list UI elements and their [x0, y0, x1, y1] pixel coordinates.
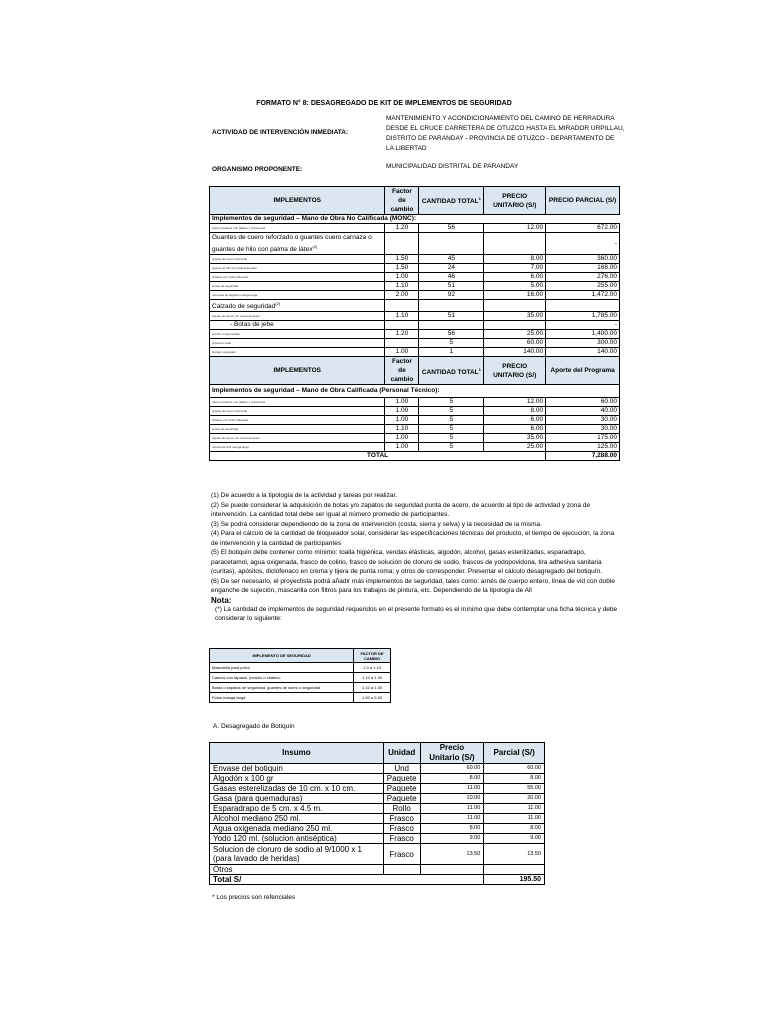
factor-cell: 1.10 a 1.30	[354, 673, 391, 683]
empty-cell	[484, 321, 546, 330]
cantidad-cell: 5	[419, 416, 484, 425]
table-row	[210, 663, 391, 673]
footnote-mark: 1	[478, 366, 481, 372]
total-row	[210, 875, 545, 885]
parcial-cell: 13.50	[484, 844, 545, 865]
precio-unitario-cell: 6.00	[484, 425, 546, 434]
col-precio-unitario: PRECIO UNITARIO (S/)	[484, 357, 546, 385]
organismo-label: ORGANISMO PROPONENTE:	[212, 166, 303, 173]
table-row	[210, 273, 620, 282]
table-row	[210, 434, 620, 443]
implemento-cell: botiquín equipado	[210, 348, 385, 357]
factor-cell: 1.50	[385, 264, 419, 273]
precio-unitario-cell: 9.00	[420, 834, 484, 844]
empty-cell	[420, 875, 484, 885]
precio-unitario-cell: 8.00	[420, 824, 484, 834]
precio-parcial-cell: 60.00	[546, 398, 620, 407]
precio-unitario-cell: 11.00	[420, 814, 484, 824]
col-precio-parcial: PRECIO PARCIAL (S/)	[546, 187, 620, 215]
col-cantidad	[419, 187, 484, 215]
section-personal-tecnico: Implementos de seguridad – Mano de Obra Calificada (Personal Técnico):	[210, 385, 620, 398]
precio-unitario-cell: 8.00	[484, 255, 546, 264]
table-row	[210, 814, 545, 824]
precio-parcial-cell: 300.00	[546, 339, 620, 348]
col-factor: Factor de cambio	[385, 357, 419, 385]
unidad-cell: Paquete	[383, 774, 420, 784]
table-row	[210, 683, 391, 693]
table-row	[210, 233, 620, 255]
precio-parcial-cell: 140.00	[546, 348, 620, 357]
unidad-cell: Paquete	[383, 794, 420, 804]
table-row	[210, 330, 620, 339]
precio-unitario-cell: 5.00	[484, 282, 546, 291]
factor-cell: 1.20	[385, 224, 419, 233]
col-insumo: Insumo	[210, 743, 384, 764]
col-factor: FACTOR DE CAMBIO	[354, 649, 391, 663]
insumo-cell: Esparadrapo de 5 cm. x 4.5 m.	[210, 804, 384, 814]
cantidad-cell: 5	[419, 339, 484, 348]
precio-parcial-cell: 125.00	[546, 443, 620, 452]
factor-cell: 1.00	[385, 348, 419, 357]
precio-unitario-cell: 140.00	[484, 348, 546, 357]
table-row	[210, 339, 620, 348]
precio-parcial-cell: 1,472.00	[546, 291, 620, 300]
table-header-row	[210, 743, 545, 764]
col-cantidad-label: CANTIDAD TOTAL	[421, 198, 479, 206]
table-row	[210, 784, 545, 794]
table-row	[210, 844, 545, 865]
table-row	[210, 416, 620, 425]
parcial-cell: 8.00	[484, 824, 545, 834]
empty-cell	[419, 321, 484, 330]
cantidad-cell: 56	[419, 330, 484, 339]
table-row	[210, 425, 620, 434]
implemento-cell: zapato de cuero con punta de acero	[210, 312, 385, 321]
implemento-cell: zapato de cuero con punta de acero	[210, 434, 385, 443]
precio-unitario-cell: 25.00	[484, 443, 546, 452]
insumo-cell: Yodo 120 ml. (solucion antiséptica)	[210, 834, 384, 844]
implemento-cell: chaleco con cinta reflectiva	[210, 273, 385, 282]
precio-unitario-cell: 8.00	[484, 407, 546, 416]
table-row	[210, 834, 545, 844]
cantidad-cell: 5	[419, 398, 484, 407]
empty-cell	[385, 300, 419, 312]
table-row	[210, 764, 545, 774]
calzado-text: Calzado de seguridad	[212, 303, 276, 311]
insumo-cell	[210, 844, 384, 865]
implemento-cell: camisa de drill manga larga	[210, 443, 385, 452]
factor-cell: 1.50 a 2.00	[354, 693, 391, 703]
guantes-line: Guantes de cuero reforzado o guantes cuero carnaza o	[212, 234, 372, 241]
footnote-mark: (2)	[312, 244, 318, 249]
implemento-cell: guante de cuero reforzado	[210, 407, 385, 416]
precio-unitario-cell: 12.00	[484, 224, 546, 233]
insumo-cell: Envase del botiquin	[210, 764, 384, 774]
implemento-cell: guante de hilo con palma de látex	[210, 264, 385, 273]
botas-label: - Botas de jebe	[210, 321, 385, 330]
factor-cell: 1.00	[385, 416, 419, 425]
table-row	[210, 321, 620, 330]
parcial-cell: 11.00	[484, 814, 545, 824]
col-parcial: Parcial (S/)	[484, 743, 545, 764]
insumo-line: Solucion de cloruro de sodio al 9/1000 x 1	[213, 845, 362, 854]
section-row	[210, 215, 620, 224]
cantidad-cell: 51	[419, 312, 484, 321]
table-row	[210, 255, 620, 264]
section-monc: Implementos de seguridad – Mano de Obra No Calificada (MONC):	[210, 215, 620, 224]
implemento-cell: Botas o zapatos de seguridad, guantes de cuero o seguridad	[210, 683, 354, 693]
cantidad-cell: 5	[419, 407, 484, 416]
precio-parcial-cell: 276.00	[546, 273, 620, 282]
factor-cell: 2.00	[385, 291, 419, 300]
factor-cell: 1.00	[385, 407, 419, 416]
organismo-value: MUNICIPALIDAD DISTRITAL DE PARANDAY	[386, 163, 519, 170]
col-precio-unitario: Precio Unitario (S/)	[420, 743, 484, 764]
implemento-cell: Cascos con tapasol, poncho o chaleco	[210, 673, 354, 683]
insumo-cell: Gasas esterelizadas de 10 cm. x 10 cm.	[210, 784, 384, 794]
precio-unitario-cell: 6.00	[484, 273, 546, 282]
guantes-dash: -	[546, 233, 620, 255]
precio-unitario-cell: 10.00	[420, 794, 484, 804]
actividad-line: DISTRITO DE PARANDAY - PROVINCIA DE OTUZCO - DEPARTAMENTO DE	[386, 135, 615, 142]
botas-dash: -	[546, 321, 620, 330]
precio-unitario-cell: 6.00	[484, 416, 546, 425]
table-row	[210, 224, 620, 233]
cantidad-cell: 92	[419, 291, 484, 300]
parcial-cell: 20.00	[484, 794, 545, 804]
table-row	[210, 673, 391, 683]
col-implemento: IMPLEMENTO DE SEGURIDAD	[210, 649, 354, 663]
precio-parcial-cell: 40.00	[546, 407, 620, 416]
table-row	[210, 443, 620, 452]
col-implementos: IMPLEMENTOS	[210, 187, 385, 215]
precio-unitario-cell: 60.00	[420, 764, 484, 774]
table-row	[210, 348, 620, 357]
implemento-cell: protector solar	[210, 339, 385, 348]
unidad-cell: Und	[383, 764, 420, 774]
precio-unitario-cell: 35.00	[484, 434, 546, 443]
precio-parcial-cell: 30.00	[546, 416, 620, 425]
implemento-cell: chaleco con cinta reflectiva	[210, 416, 385, 425]
precio-parcial-cell: 672.00	[546, 224, 620, 233]
cantidad-cell: 5	[419, 425, 484, 434]
implemento-cell: camiseta de algodón manga larga	[210, 291, 385, 300]
botiquin-title: A. Desagregado de Botiquín	[213, 723, 295, 730]
table-row	[210, 693, 391, 703]
cantidad-cell: 51	[419, 282, 484, 291]
precio-parcial-cell: 255.00	[546, 282, 620, 291]
factor-cambio-table	[209, 648, 391, 703]
precio-parcial-cell: 360.00	[546, 255, 620, 264]
empty-cell	[484, 233, 546, 255]
footnotes	[211, 491, 623, 624]
factor-cell: 1.00	[385, 443, 419, 452]
actividad-value	[386, 114, 626, 154]
precio-unitario-cell: 35.00	[484, 312, 546, 321]
cantidad-cell: 56	[419, 224, 484, 233]
precio-unitario-cell: 16.00	[484, 291, 546, 300]
actividad-line: DESDE EL CRUCE CARRETERA DE OTUZCO HASTA EL MIRADOR URPILLAU,	[386, 125, 625, 132]
precio-unitario-cell: 25.00	[484, 330, 546, 339]
cantidad-cell: 5	[419, 443, 484, 452]
empty-cell	[385, 321, 419, 330]
insumo-cell: Agua oxigenada mediano 250 ml.	[210, 824, 384, 834]
factor-cell	[385, 339, 419, 348]
factor-cell: 1.10	[385, 282, 419, 291]
col-cantidad	[419, 357, 484, 385]
table-row	[210, 312, 620, 321]
table-row	[210, 300, 620, 312]
empty-cell	[484, 300, 546, 312]
col-implementos: IMPLEMENTOS	[210, 357, 385, 385]
precio-unitario-cell: 8.00	[420, 774, 484, 784]
table-row	[210, 774, 545, 784]
total-label: TOTAL	[210, 452, 546, 461]
factor-cell: 1.10	[385, 425, 419, 434]
total-value: 7,288.00	[546, 452, 620, 461]
botiquin-table	[209, 742, 545, 885]
col-cantidad-label: CANTIDAD TOTAL	[421, 368, 479, 376]
total-value: 195.50	[484, 875, 545, 885]
factor-cell: 1.0 a 1.10	[354, 663, 391, 673]
table-header-row	[210, 187, 620, 215]
insumo-cell: Gasa (para quemaduras)	[210, 794, 384, 804]
implemento-cell: Polos manga larga	[210, 693, 354, 703]
col-unidad: Unidad	[383, 743, 420, 764]
empty-cell	[484, 865, 545, 875]
implemento-cell: Mascarilla para polvo	[210, 663, 354, 673]
factor-cell: 1.50	[385, 255, 419, 264]
guantes-line: guantes de hilo con palma de látex	[212, 246, 313, 254]
calzado-label	[210, 300, 385, 312]
implemento-cell: casco protector con tafilete y cubrenuca	[210, 398, 385, 407]
unidad-cell: Frasco	[383, 824, 420, 834]
precio-unitario-cell: 12.00	[484, 398, 546, 407]
total-row	[210, 452, 620, 461]
parcial-cell: 8.00	[484, 774, 545, 784]
otros-cell: Otros	[210, 865, 384, 875]
unidad-cell: Frasco	[383, 814, 420, 824]
table-header-row	[210, 649, 391, 663]
parcial-cell: 55.00	[484, 784, 545, 794]
empty-cell	[383, 875, 420, 885]
note-3: (3) Se podrá considerar dependiendo de la zona de intervención (costa, sierra y selva) y la necesidad de la misma.	[211, 520, 542, 528]
empty-cell	[383, 865, 420, 875]
precio-unitario-cell: 11.00	[420, 784, 484, 794]
factor-cell: 1.00	[385, 398, 419, 407]
implemento-cell: lentes de seguridad	[210, 282, 385, 291]
precio-parcial-cell: 1,400.00	[546, 330, 620, 339]
factor-cell: 1.10	[385, 312, 419, 321]
precio-parcial-cell: 1,785.00	[546, 312, 620, 321]
table-row	[210, 794, 545, 804]
actividad-label: ACTIVIDAD DE INTERVENCIÓN INMEDIATA:	[212, 129, 349, 136]
unidad-cell: Paquete	[383, 784, 420, 794]
parcial-cell: 11.00	[484, 804, 545, 814]
table-row	[210, 264, 620, 273]
unidad-cell: Frasco	[383, 834, 420, 844]
note-4: (4) Para el cálculo de la cantidad de bloqueador solar, considerar las especificaciones técnicas del producto, el tiempo de ejecución, la zona de intervención y la cantidad de participantes	[211, 530, 615, 547]
footnote-precios: * Los precios son refenciales	[212, 894, 296, 901]
note-5: (5) El botiquín debe contener como mínimo: toalla higiénica, vendas elásticas, algodón, alcohol, gasas esterilizadas, esparadrapo, paracetamol, agua oxigenada, frasco de colirio, frasco de solución de cloruro de sodio, frascos de yodopovidona, tira adhesiva sanitaria (curitas), apósitos, diclofenaco en crema y tijera de punta roma; y otros de corresponder. Presentar el cálculo desagregado del botiquín.	[211, 549, 602, 575]
cantidad-cell: 46	[419, 273, 484, 282]
insumo-cell: Algodón x 100 gr	[210, 774, 384, 784]
guantes-label	[210, 233, 385, 255]
insumo-cell: Alcohol mediano 250 ml.	[210, 814, 384, 824]
empty-cell	[419, 300, 484, 312]
note-2: (2) Se puede considerar la adquisición de botas y/o zapatos de seguridad punta de acero, de acuerdo al tipo de actividad y zona de intervención. La cantidad total debe ser igual al número promedio de participantes.	[211, 501, 591, 518]
factor-cell: 1.10 a 1.50	[354, 683, 391, 693]
implemento-cell: poncho impermeable	[210, 330, 385, 339]
nota-text: (*) La cantidad de implementos de seguridad requeridos en el presente formato es el mínimo que debe contemplar una ficha técnica y debe considerar lo siguiente:	[215, 605, 618, 622]
col-precio-unitario: PRECIO UNITARIO (S/)	[484, 187, 546, 215]
empty-cell	[419, 233, 484, 255]
actividad-line: MANTENIMIENTO Y ACONDICIONAMIENTO DEL CAMINO DE HERRADURA	[386, 115, 615, 122]
parcial-cell: 60.00	[484, 764, 545, 774]
section-row	[210, 385, 620, 398]
col-aporte: Aporte del Programa	[546, 357, 620, 385]
table-row	[210, 407, 620, 416]
cantidad-cell: 24	[419, 264, 484, 273]
table-row	[210, 804, 545, 814]
note-6: (6) De ser necesario, el proyectista podrá añadir más implementos de seguridad, tales como: arnés de cuerpo entero, línea de vid con doble enganche de sujeción, mascarilla con filtros para los trabajos de pintura, etc. Dependiendo de la tipología de All	[211, 577, 615, 594]
document-title: FORMATO N° 8: DESAGREGADO DE KIT DE IMPLEMENTOS DE SEGURIDAD	[256, 100, 512, 107]
cantidad-cell: 5	[419, 434, 484, 443]
implemento-cell: guante de cuero reforzado	[210, 255, 385, 264]
table-row	[210, 282, 620, 291]
table-row	[210, 398, 620, 407]
actividad-line: LA LIBERTAD	[386, 145, 427, 152]
insumo-line: (para lavado de heridas)	[213, 854, 300, 863]
precio-unitario-cell: 7.00	[484, 264, 546, 273]
note-1: (1) De acuerdo a la tipología de la actividad y tareas por realizar.	[211, 492, 398, 499]
unidad-cell: Rollo	[383, 804, 420, 814]
implementos-table	[209, 186, 620, 461]
empty-cell	[420, 865, 484, 875]
factor-cell: 1.00	[385, 434, 419, 443]
cantidad-cell: 1	[419, 348, 484, 357]
parcial-cell: 9.00	[484, 834, 545, 844]
nota-label: Nota:	[211, 595, 232, 605]
precio-parcial-cell: 175.00	[546, 434, 620, 443]
precio-unitario-cell: 11.00	[420, 804, 484, 814]
precio-parcial-cell: 30.00	[546, 425, 620, 434]
cantidad-cell: 45	[419, 255, 484, 264]
unidad-cell: Frasco	[383, 844, 420, 865]
empty-cell	[385, 233, 419, 255]
footnote-mark: (2)	[275, 301, 281, 307]
factor-cell: 1.00	[385, 273, 419, 282]
factor-cell: 1.20	[385, 330, 419, 339]
table-header-row	[210, 357, 620, 385]
precio-unitario-cell: 13.50	[420, 844, 484, 865]
col-factor: Factor de cambio	[385, 187, 419, 215]
precio-parcial-cell: 168.00	[546, 264, 620, 273]
table-row	[210, 291, 620, 300]
precio-unitario-cell: 60.00	[484, 339, 546, 348]
footnote-mark: 1	[478, 196, 481, 202]
implemento-cell: lentes de seguridad	[210, 425, 385, 434]
table-row	[210, 865, 545, 875]
empty-cell	[546, 300, 620, 312]
table-row	[210, 824, 545, 834]
total-label: Total S/	[210, 875, 384, 885]
implemento-cell: casco protector con tafilete y cubrenuca	[210, 224, 385, 233]
